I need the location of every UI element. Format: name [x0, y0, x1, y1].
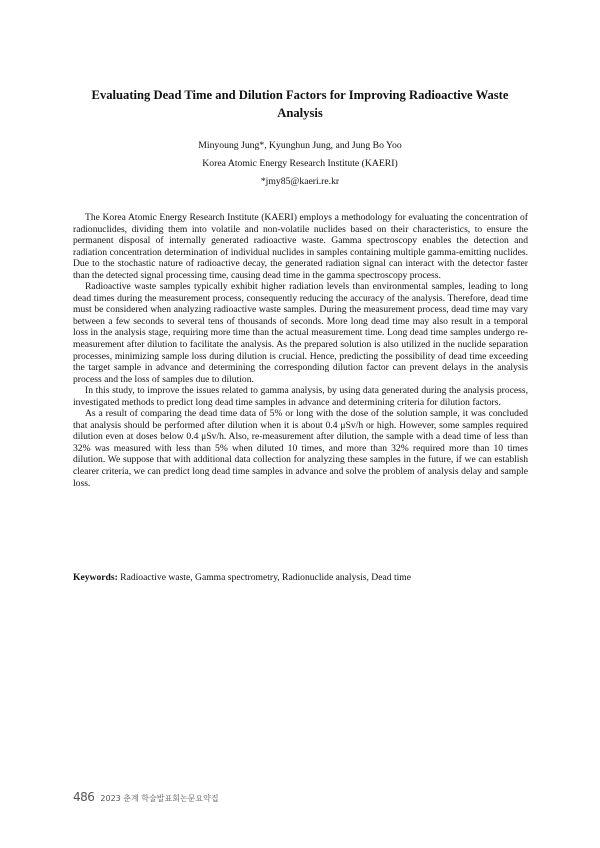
- paper-affiliation: Korea Atomic Energy Research Institute (KAERI): [202, 158, 398, 169]
- journal-name: 2023 춘계 학술발표회논문요약집: [100, 794, 219, 803]
- abstract-paragraph: In this study, to improve the issues related to gamma analysis, by using data generated during the analysis process, investigated methods to predict long dead time samples in advance and determining criteria for dilution factors.: [73, 385, 528, 408]
- paper-authors: Minyoung Jung*, Kyunghun Jung, and Jung Bo Yoo: [198, 140, 402, 151]
- keywords-line: [73, 572, 528, 584]
- abstract-paragraph: Radioactive waste samples typically exhibit higher radiation levels than environmental samples, leading to long dead times during the measurement process, consequently reducing the accuracy of the analysis. Therefore, dead time must be considered when analyzing radioactive waste samples. During the measurement process, dead time may vary between a few seconds to several tens of thousands of seconds. More long dead time may also result in a temporal loss in the analysis stage, requiring more time than the actual measurement time. Long dead time samples undergo re-measurement after dilution to facilitate the analysis. As the prepared solution is also utilized in the nuclide separation processes, minimizing sample loss during dilution is crucial. Hence, predicting the possibility of dead time exceeding the target sample in advance and determining the corresponding dilution factor can prevent delays in the analysis process and the loss of samples due to dilution.: [73, 281, 528, 385]
- paper-title: Evaluating Dead Time and Dilution Factors for Improving Radioactive Waste Analysis: [91, 88, 509, 120]
- abstract-body: [73, 212, 528, 489]
- keywords-label: Keywords:: [73, 572, 118, 583]
- page-number: 486: [73, 790, 95, 804]
- author-email: *jmy85@kaeri.re.kr: [260, 176, 340, 187]
- abstract-paragraph: The Korea Atomic Energy Research Institute (KAERI) employs a methodology for evaluating the concentration of radionuclides, dividing them into volatile and non-volatile nuclides based on their characteristics, to ensure the permanent disposal of internally generated radioactive waste. Gamma spectroscopy enables the detection and radiation concentration determination of individual nuclides in samples containing multiple gamma-emitting nuclides. Due to the stochastic nature of radioactive decay, the generated radiation signal can interact with the detector faster than the detected signal processing time, causing dead time in the gamma spectroscopy process.: [73, 212, 528, 281]
- abstract-paragraph: As a result of comparing the dead time data of 5% or long with the dose of the solution sample, it was concluded that analysis should be performed after dilution when it is about 0.4 μSv/h or high. However, some samples required dilution even at doses below 0.4 μSv/h. Also, re-measurement after dilution, the sample with a dead time of less than 32% was measured with less than 5% when diluted 10 times, and more than 32% required more than 10 times dilution. We suppose that with additional data collection for analyzing these samples in the future, if we can establish clearer criteria, we can predict long dead time samples in advance and solve the problem of analysis delay and sample loss.: [73, 408, 528, 489]
- page-footer: [73, 790, 219, 804]
- keywords-list: Radioactive waste, Gamma spectrometry, Radionuclide analysis, Dead time: [120, 572, 412, 583]
